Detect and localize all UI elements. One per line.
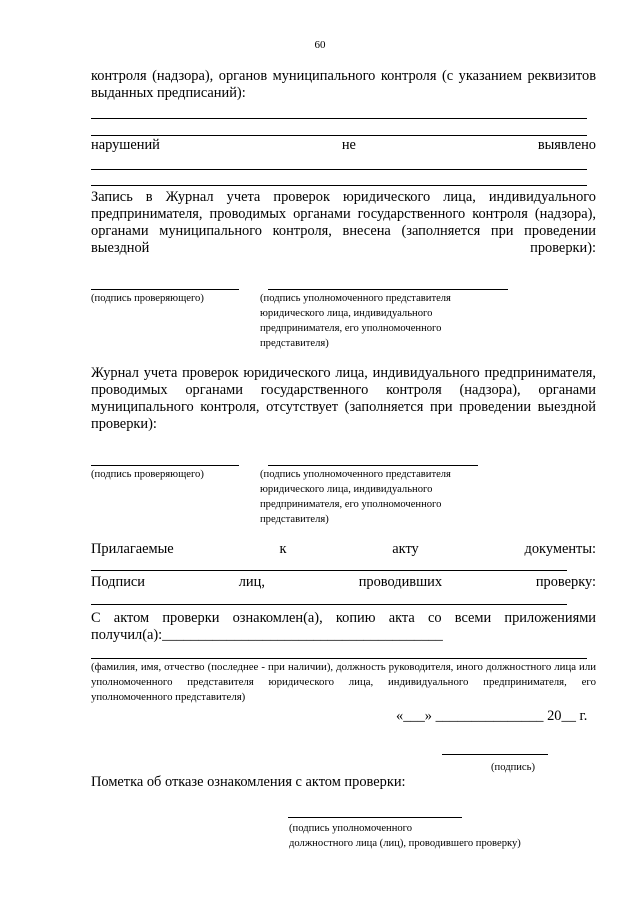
word: акту (392, 541, 419, 557)
caption-inspector-signature: (подпись проверяющего) (91, 469, 204, 480)
page-number: 60 (314, 39, 326, 51)
word: проверку: (535, 574, 596, 590)
signature-line (442, 754, 548, 755)
caption-signature: (подпись) (491, 762, 535, 773)
word: лиц, (238, 574, 265, 590)
refusal-note: Пометка об отказе ознакомления с актом проверки: (91, 774, 406, 790)
word: выявлено (537, 137, 596, 153)
date-line: «___» _______________ 20__ г. (396, 708, 588, 724)
paragraph-journal-entry: Запись в Журнал учета проверок юридического лица, индивидуального предпринимателя, проводимых органами государственного контроля (надзора), органами муниципального контроля, внесена (заполняется при проведении выездной проверки): (91, 189, 596, 256)
caption-official-signature-1: (подпись уполномоченного (289, 823, 413, 834)
paragraph-acquainted-part1: С актом проверки ознакомлен(а), копию акта со всеми приложениями (91, 610, 596, 626)
blank-line (91, 135, 587, 136)
word: к (279, 541, 287, 557)
word: не (341, 137, 356, 153)
paragraph-control-prescriptions: контроля (надзора), органов муниципального контроля (с указанием реквизитов выданных предписаний): (91, 68, 596, 101)
blank-line (91, 604, 567, 605)
violations-not-found (91, 137, 596, 154)
signature-line-representative (268, 465, 478, 466)
paragraph-journal-absent: Журнал учета проверок юридического лица, индивидуального предпринимателя, проводимых органами государственного контроля (надзора), органами муниципального контроля, отсутствует (заполняется при проведении выездной проверки): (91, 365, 596, 432)
word: проводивших (358, 574, 443, 590)
signature-line-representative (268, 289, 508, 290)
inspector-signatures (91, 574, 596, 591)
word: документы: (524, 541, 596, 557)
signature-line-inspector (91, 465, 239, 466)
signature-line-inspector (91, 289, 239, 290)
paragraph-acquainted-part2: получил(а):_______________________________________ (91, 627, 443, 643)
blank-line (91, 118, 587, 119)
word: Прилагаемые (91, 541, 174, 557)
blank-line (91, 185, 587, 186)
blank-line (91, 169, 587, 170)
attached-documents (91, 541, 596, 558)
word: нарушений (91, 137, 160, 153)
blank-line (91, 570, 567, 571)
blank-line (91, 658, 587, 659)
signature-line-official (288, 817, 462, 818)
caption-inspector-signature: (подпись проверяющего) (91, 293, 204, 304)
caption-full-name-position: (фамилия, имя, отчество (последнее - при наличии), должность руководителя, иного должностного лица или уполномоченного представителя юридического лица, индивидуального предпринимателя, его уполномоченного представителя) (91, 661, 596, 703)
caption-representative-signature: (подпись уполномоченного представителя юридического лица, индивидуального предпринимателя, его уполномоченного представителя) (260, 293, 451, 349)
word: Подписи (91, 574, 145, 590)
caption-official-signature-2: должностного лица (лиц), проводившего проверку) (289, 838, 521, 849)
caption-representative-signature: (подпись уполномоченного представителя юридического лица, индивидуального предпринимателя, его уполномоченного представителя) (260, 469, 451, 525)
